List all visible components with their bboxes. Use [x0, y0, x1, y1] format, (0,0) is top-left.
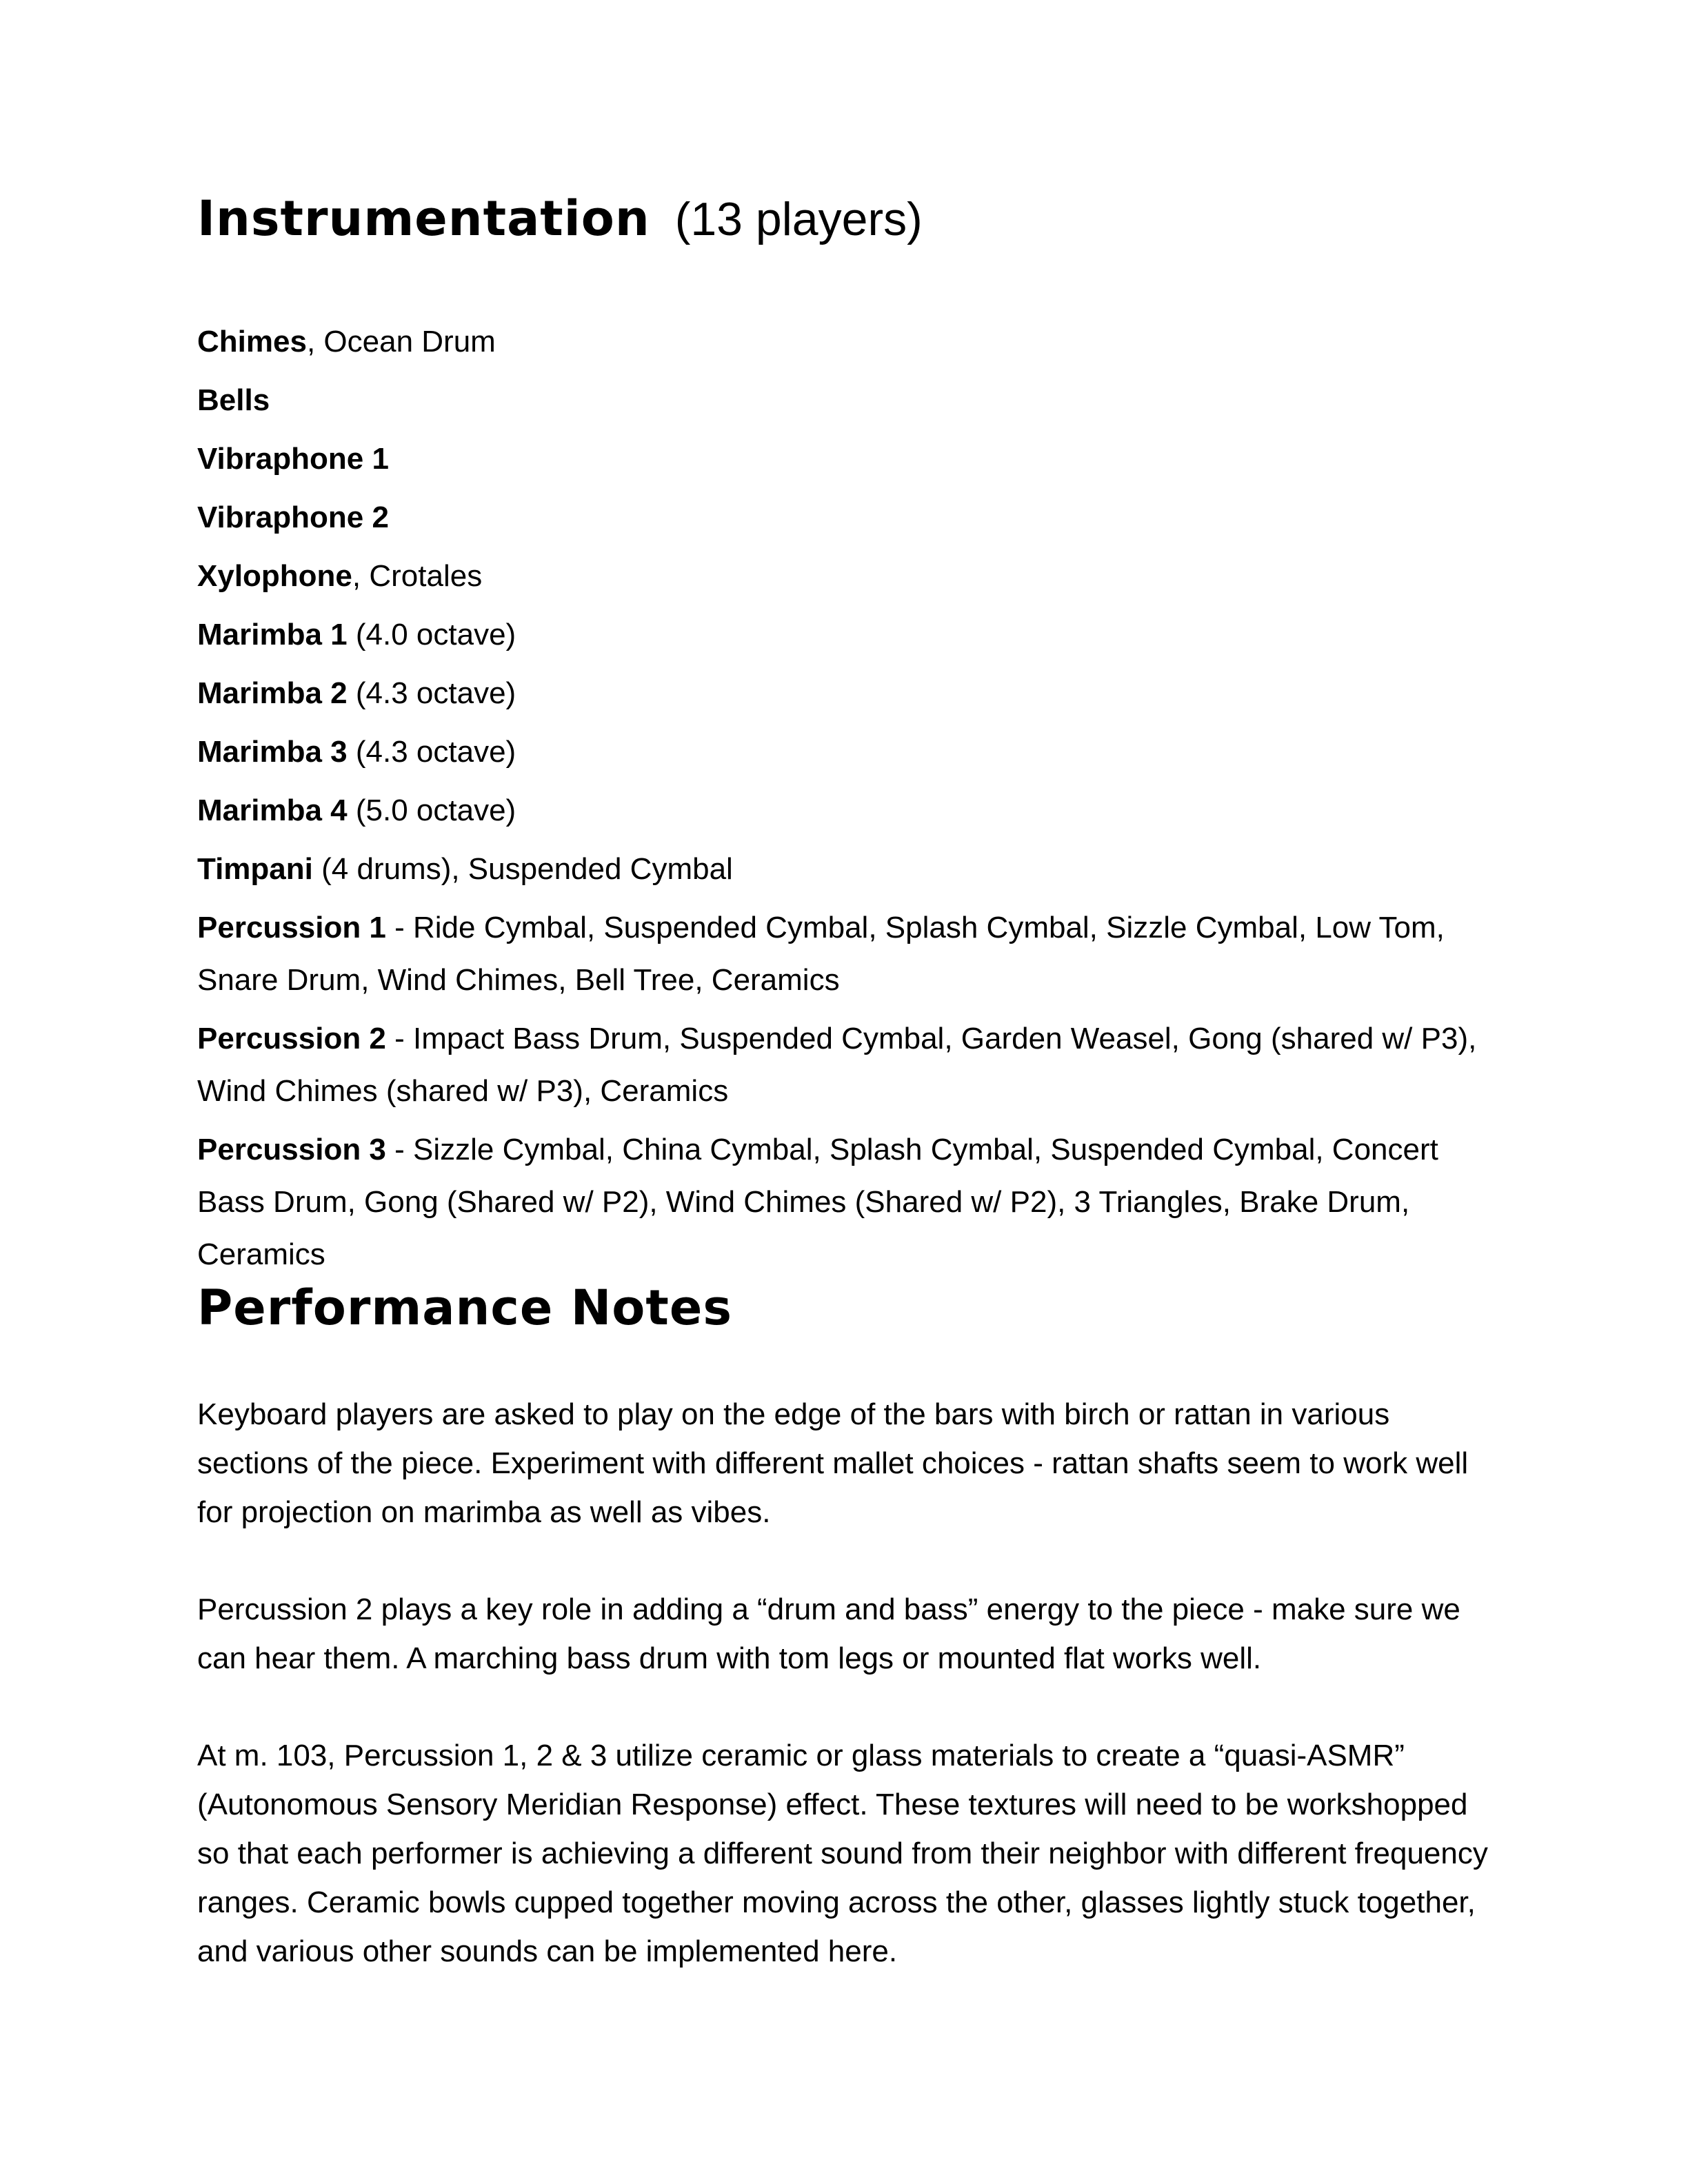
instrument-name: Marimba 4: [197, 793, 348, 827]
instrumentation-heading: [197, 190, 923, 247]
instrument-item: [197, 843, 1507, 896]
instrument-item: [197, 902, 1507, 1007]
instrument-name: Bells: [197, 383, 270, 417]
instrument-item: [197, 609, 1507, 661]
instrument-item: [197, 433, 1507, 485]
instrument-detail: (5.0 octave): [347, 793, 516, 827]
instrument-detail: - Impact Bass Drum, Suspended Cymbal, Garden Weasel, Gong (shared w/ P3), Wind Chimes (shared w/ P3), Ceramics: [197, 1022, 1477, 1108]
instrument-name: Marimba 1: [197, 618, 348, 651]
instrument-item: [197, 1013, 1507, 1118]
instrument-detail: (4.3 octave): [347, 676, 516, 710]
instrument-name: Chimes: [197, 325, 307, 358]
instrument-item: [197, 1124, 1507, 1281]
instrument-detail: , Crotales: [352, 559, 483, 593]
instrument-name: Vibraphone 1: [197, 442, 389, 476]
instrument-name: Timpani: [197, 852, 313, 886]
instrument-detail: (4 drums), Suspended Cymbal: [312, 852, 733, 886]
note-paragraph: At m. 103, Percussion 1, 2 & 3 utilize ceramic or glass materials to create a “quasi-ASMR” (Autonomous Sensory Meridian Response) effect. These textures will need to be workshopped so that each performer is achieving a different sound from their neighbor with different frequency ranges. Ceramic bowls cupped together moving across the other, glasses lightly stuck together, and various other sounds can be implemented here.: [197, 1739, 1488, 1968]
instrument-name: Marimba 2: [197, 676, 348, 710]
instrument-detail: (4.3 octave): [347, 735, 516, 769]
players-count: (13 players): [674, 193, 923, 245]
instrument-name: Vibraphone 2: [197, 501, 389, 534]
instrument-name: Marimba 3: [197, 735, 348, 769]
instrument-item: [197, 550, 1507, 603]
instrumentation-title: Instrumentation: [197, 190, 650, 247]
instrument-name: Xylophone: [197, 559, 352, 593]
instrument-detail: - Ride Cymbal, Suspended Cymbal, Splash Cymbal, Sizzle Cymbal, Low Tom, Snare Drum, Wind Chimes, Bell Tree, Ceramics: [197, 911, 1445, 997]
instrument-item: [197, 667, 1507, 720]
instrument-item: [197, 785, 1507, 837]
performance-notes-body: [197, 1390, 1507, 2024]
instrument-detail: - Sizzle Cymbal, China Cymbal, Splash Cymbal, Suspended Cymbal, Concert Bass Drum, Gong (Shared w/ P2), Wind Chimes (Shared w/ P2), 3 Triangles, Brake Drum, Ceramics: [197, 1133, 1438, 1271]
instrument-detail: , Ocean Drum: [306, 325, 496, 358]
instrument-list: [197, 316, 1507, 1287]
instrument-name: Percussion 2: [197, 1022, 386, 1055]
instrument-item: [197, 726, 1507, 778]
instrument-detail: (4.0 octave): [347, 618, 516, 651]
instrument-item: [197, 374, 1507, 427]
note-paragraph: Percussion 2 plays a key role in adding a “drum and bass” energy to the piece - make sure we can hear them. A marching bass drum with tom legs or mounted flat works well.: [197, 1593, 1460, 1675]
note-paragraph: Keyboard players are asked to play on the edge of the bars with birch or rattan in various sections of the piece. Experiment with different mallet choices - rattan shafts seem to work well for projection on marimba as well as vibes.: [197, 1397, 1469, 1529]
instrument-name: Percussion 3: [197, 1133, 386, 1166]
instrument-name: Percussion 1: [197, 911, 386, 944]
instrument-item: [197, 492, 1507, 544]
performance-notes-heading: Performance Notes: [197, 1280, 732, 1336]
instrument-item: [197, 316, 1507, 368]
